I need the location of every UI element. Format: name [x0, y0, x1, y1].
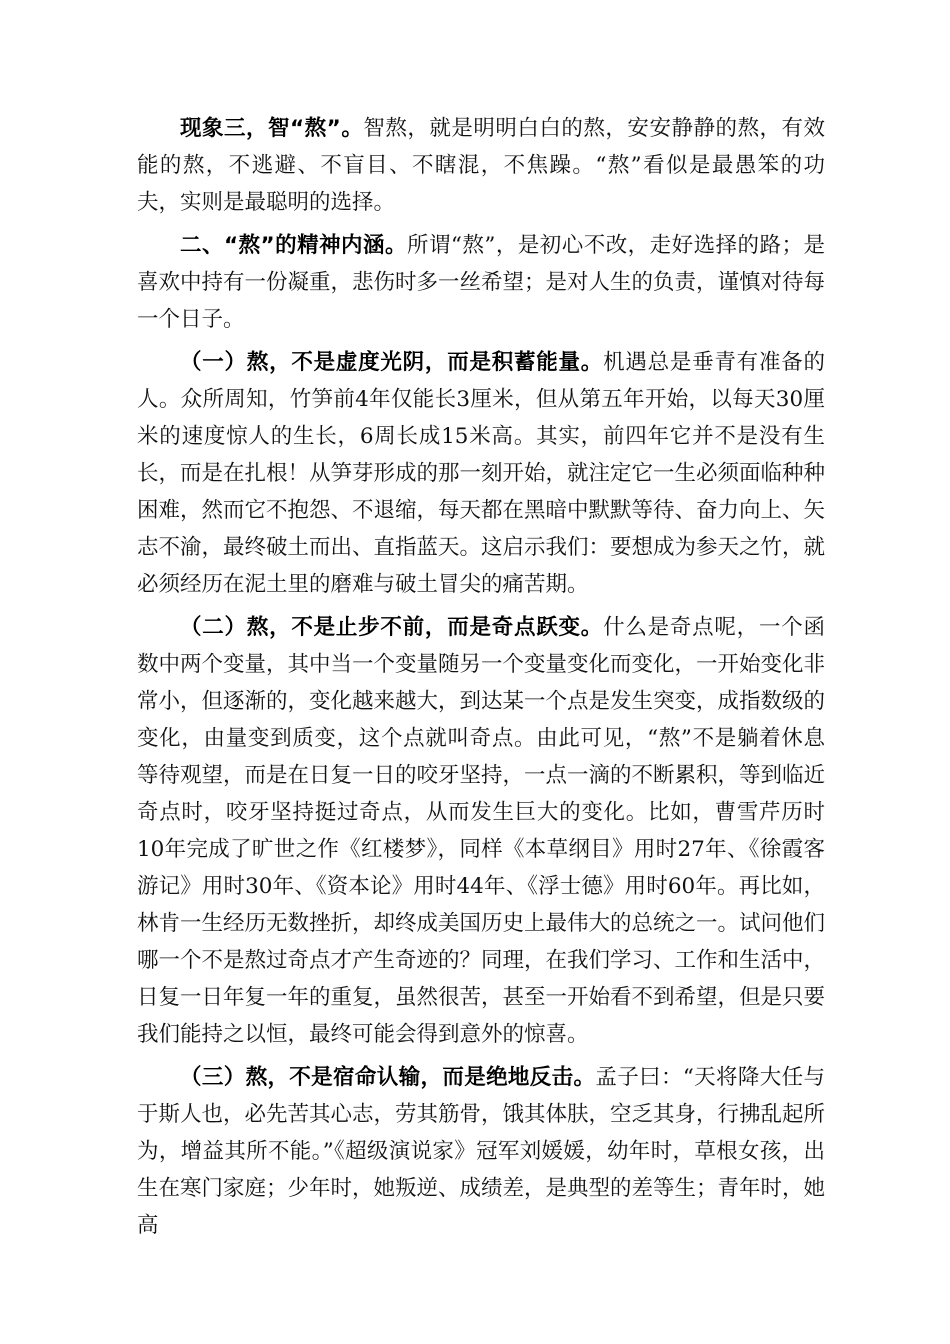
section-heading: 二、“熬”的精神内涵。: [180, 233, 407, 258]
paragraph-subsection-one: [137, 344, 825, 603]
paragraph-body: 什么是奇点呢，一个函数中两个变量，其中当一个变量随另一个变量变化而变化，一开始变化非常小，但逐渐的，变化越来越大，到达某一个点是发生突变，成指数级的变化，由量变到质变，这个点就叫奇点。由此可见，“熬”不是躺着休息等待观望，而是在日复一日的咬牙坚持，一点一滴的不断累积，等到临近奇点时，咬牙坚持挺过奇点，从而发生巨大的变化。比如，曹雪芹历时10年完成了旷世之作《红楼梦》，同样《本草纲目》用时27年、《徐霞客游记》用时30年、《资本论》用时44年、《浮士德》用时60年。再比如，林肯一生经历无数挫折，却终成美国历史上最伟大的总统之一。试问他们哪一个不是熬过奇点才产生奇迹的？同理，在我们学习、工作和生活中，日复一日年复一年的重复，虽然很苦，甚至一开始看不到希望，但是只要我们能持之以恒，最终可能会得到意外的惊喜。: [137, 615, 826, 1047]
paragraph-body: 机遇总是垂青有准备的人。众所周知，竹笋前4年仅能长3厘米，但从第五年开始，以每天30厘米的速度惊人的生长，6周长成15米高。其实，前四年它并不是没有生长，而是在扎根！从笋芽形成的那一刻开始，就注定它一生必须面临种种困难，然而它不抱怨、不退缩，每天都在黑暗中默默等待、奋力向上、矢志不渝，最终破土而出、直指蓝天。这启示我们：要想成为参天之竹，就必须经历在泥土里的磨难与破土冒尖的痛苦期。: [137, 350, 826, 597]
paragraph-subsection-two: [137, 609, 825, 1053]
paragraph-heading: 现象三，智“熬”。: [180, 116, 364, 141]
paragraph-body: 所谓“熬”，是初心不改，走好选择的路；是喜欢中持有一份凝重，悲伤时多一丝希望；是对人生的负责，谨慎对待每一个日子。: [137, 233, 826, 332]
subsection-heading: （一）熬，不是虚度光阴，而是积蓄能量。: [180, 350, 604, 375]
subsection-heading: （三）熬，不是宿命认输，而是绝地反击。: [180, 1065, 596, 1090]
paragraph-body: 智熬，就是明明白白的熬，安安静静的熬，有效能的熬，不逃避、不盲目、不瞎混，不焦躁。“熬”看似是最愚笨的功夫，实则是最聪明的选择。: [137, 116, 825, 215]
paragraph-subsection-three: [137, 1059, 825, 1244]
document-page: [137, 110, 825, 1250]
paragraph-body: 孟子曰：“天将降大任与于斯人也，必先苦其心志，劳其筋骨，饿其体肤，空乏其身，行拂乱起所为，增益其所不能。”《超级演说家》冠军刘媛媛，幼年时，草根女孩，出生在寒门家庭；少年时，她叛逆、成绩差，是典型的差等生；青年时，她高: [137, 1065, 826, 1238]
paragraph-phenomenon-three: [137, 110, 825, 221]
paragraph-section-two: [137, 227, 825, 338]
subsection-heading: （二）熬，不是止步不前，而是奇点跃变。: [180, 615, 604, 640]
